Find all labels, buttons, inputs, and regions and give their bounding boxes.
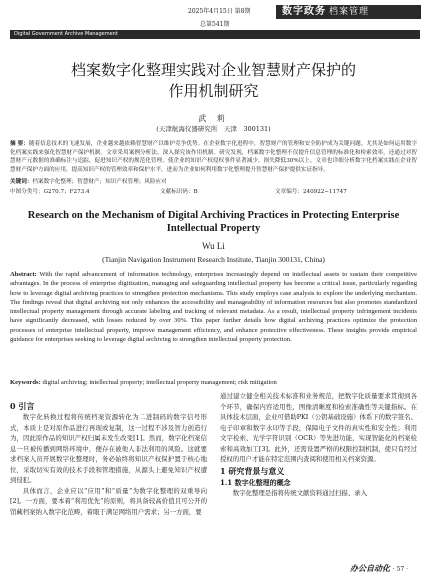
abstract-en-label: Abstract: xyxy=(10,271,37,278)
body-paragraph: 数字化转换过程将传统档案资源转化为二进制码的数字信号形式，本质上是对原作品进行再现或复制，这一过程不涉及智力创造行为，因此原作品的知识产权归属未发生改变[1]。然而，数字化档案信息一旦被传播到网络环境中，便存在被他人非法利用的风险。这就要求档案人员开展数字化整理时，务必始终将知识产权保护置于核心地位，采取切实有效的技术手段和管理措施，从源头上避免知识产权遭到侵犯。 xyxy=(10,413,207,484)
column-tag xyxy=(276,5,421,19)
document-code: 文献标识码：B xyxy=(160,189,198,195)
section-heading: 1 研究背景与意义 xyxy=(220,465,285,476)
affiliation-en: (Tianjin Navigation Instrument Research Institute, Tianjin 300131, China) xyxy=(102,255,325,264)
article-title-en-line-1: Research on the Mechanism of Digital Archiving Practices in Protecting Enterprise xyxy=(27,210,400,221)
keywords-cn xyxy=(10,178,417,187)
abstract-en-text: With the rapid advancement of information technology, enterprises increasingly depend on intellectual assets to sustain their competitive advantages. In the process of enterprise digitization, managing and safeguarding intellectual property has become a critical issue, particularly regarding how to leverage digital archiving practices to strengthen protection mechanisms. This study employs case analysis to explore the underlying mechanism. The findings reveal that digital archiving not only enhances the accessibility and manageability of information resources but also promotes standardized intellectual property management through accurate labeling and tracking of relevant metadata. As a result, intellectual property infringement incidents have significantly decreased, with losses reduced by over 30%. This paper further details how digital archiving practices optimize the protection processes of enterprise intellectual property, improve management efficiency, and enhance protective effectiveness. These insights provide empirical guidance for enterprises seeking to leverage digital archiving to strengthen intellectual property protection. xyxy=(10,271,418,344)
keywords-cn-text: 档案数字化整理；智慧财产；知识产权管理；风险应对 xyxy=(32,179,167,185)
column-tag-main: 数字政务 xyxy=(282,6,326,17)
article-title-cn-line-2: 作用机制研究 xyxy=(168,82,259,100)
column-tag-sub: 档案管理 xyxy=(329,7,370,17)
abstract-cn-label: 摘 要： xyxy=(10,141,29,147)
abstract-en xyxy=(10,270,417,344)
page-footer xyxy=(350,563,408,574)
clc-number: 中图分类号：G270.7；F273.4 xyxy=(10,189,90,195)
affiliation-cn: (天津航海仪器研究所 天津 300131) xyxy=(156,125,271,133)
keywords-en-text: digital archiving; intellectual property; intellectual property management; risk mitigation xyxy=(42,379,277,386)
issue-date: 2025年4月15日 第8期 xyxy=(188,8,251,15)
subsection-heading: 1.1 数字化整理的概念 xyxy=(220,477,291,487)
article-title-en-line-2: Intellectual Property xyxy=(166,223,261,234)
body-paragraph: 数字化整理是指将传统文献资料通过扫描、录入 xyxy=(232,488,367,497)
column-banner: Digital Government Archive Management xyxy=(10,30,420,39)
keywords-cn-label: 关键词： xyxy=(10,179,33,185)
author-name-en: Wu Li xyxy=(202,241,225,251)
section-heading: 0 引言 xyxy=(10,401,35,411)
total-issue-number: 总第541期 xyxy=(200,21,230,28)
body-column-left xyxy=(10,400,207,517)
body-column-right xyxy=(220,391,417,498)
body-paragraph: 通过建立健全相关技术标准和业务规范，把数字化质量要求贯彻到各个环节，确保内容适用性、图像清晰度和检索准确性等关键指标。在具体技术层面，企业可借助PKI（公钥基础设施）体系下的数字签名、电子印章和数字水印等手段，保障电子文件的真实性和安全性；利用文字检索、光学字符识别（OCR）等先进功能，实现智能化的档案检索和高效加工[3]。此外，还需设置严格的权限控制机制，使只有经过授权的用户才能在特定范围内查阅和使用相关档案资源。 xyxy=(220,392,417,463)
keywords-en-label: Keywords: xyxy=(10,379,41,386)
keywords-en xyxy=(10,378,417,387)
article-title-cn-line-1: 档案数字化整理实践对企业智慧财产保护的 xyxy=(70,61,356,79)
author-name-cn: 武 莉 xyxy=(198,114,229,123)
article-number: 文章编号：240922−11747 xyxy=(275,189,347,195)
abstract-cn xyxy=(10,140,417,174)
body-paragraph: 具体而言，企业应以“应用”和“质量”为数字化整理的双重导向[2]。一方面，要本着“利用优先”的原则，将具备较高价值且可公开的馆藏档案纳入数字化范畴，着眼于满足网络用户需求；另一方面，要 xyxy=(10,486,207,516)
footer-journal-name: 办公自动化 xyxy=(350,563,390,573)
abstract-cn-text: 随着信息技术的飞速发展，企业越来越依赖智慧财产以维护竞争优势。在企业数字化进程中，智慧财产的管理和安全防护成为关键问题。尤其是如何运用数字化档案实践来强化智慧财产保护机制。文章采用案例分析法，深入探究该作用机制。研究发现，档案数字化整理不仅提升信息管理的标准化和检索效率，还通过对智慧财产元数据的准确标注与追踪，促进知识产权的规范化管理，使企业的知识产权侵权事件显著减少，损失降低30%以上。文章也详细分析数字化档案实践在企业智慧财产保护方面的应用，提高知识产权的管理效率和保护水平，进而为企业如何利用数字化整理提升智慧财产保护提供实证指导。 xyxy=(10,141,417,173)
page-number: · 57 · xyxy=(392,566,409,573)
